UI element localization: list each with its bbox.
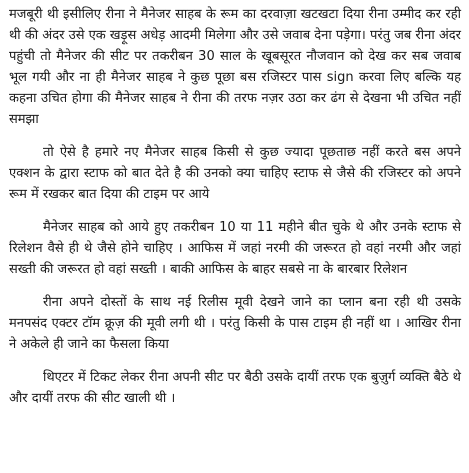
paragraph-1: मजबूरी थी इसीलिए रीना ने मैनेजर साहब के रूम का दरवाज़ा खटखटा दिया रीना उम्मीद कर रही थी की अंदर उसे एक खड़ूस अधेड़ आदमी मिलेगा और उसे जवाब देना पड़ेगा। परंतु जब रीना अंदर पहुंची तो मैनेजर की सीट पर तकरीबन 30 साल के खूबसूरत नौजवान को देख कर सब जवाब भूल गयी और ना ही मैनेजर साहब ने कुछ पूछा बस रजिस्टर पास sign करवा लिए बल्कि यह कहना उचित होगा की मैनेजर साहब ने रीना की तरफ नज़र उठा कर ढंग से देखना भी उचित नहीं समझा	[9, 7, 461, 127]
paragraph-2: तो ऐसे है हमारे नए मैनेजर साहब किसी से कुछ ज्यादा पूछताछ नहीं करते बस अपने एक्शन के द्वारा स्टाफ को बात देते है की उनको क्या चाहिए स्टाफ से जैसे की रजिस्टर को अपने रूम में रखकर बात दिया की टाइम पर आये	[9, 145, 461, 202]
paragraph-4: रीना अपने दोस्तों के साथ नई रिलीस मूवी देखने जाने का प्लान बना रही थी उसके मनपसंद एक्टर टॉम क्रूज़ की मूवी लगी थी । परंतु किसी के पास टाइम ही नहीं था । आखिर रीना ने अकेले ही जाने का फैसला किया	[9, 295, 461, 352]
document-body	[9, 4, 461, 409]
paragraph-5: थिएटर में टिकट लेकर रीना अपनी सीट पर बैठी उसके दायीं तरफ एक बुज़ुर्ग व्यक्ति बैठे थे और दायीं तरफ की सीट खाली थी ।	[9, 370, 461, 406]
paragraph-3: मैनेजर साहब को आये हुए तकरीबन 10 या 11 महीने बीत चुके थे और उनके स्टाफ से रिलेशन वैसे ही थे जैसे होने चाहिए । आफिस में जहां नरमी की जरूरत हो वहां नरमी और जहां सख्ती की जरूरत हो वहां सख्ती । बाकी आफिस के बाहर सबसे ना के बारबार रिलेशन	[9, 220, 461, 277]
